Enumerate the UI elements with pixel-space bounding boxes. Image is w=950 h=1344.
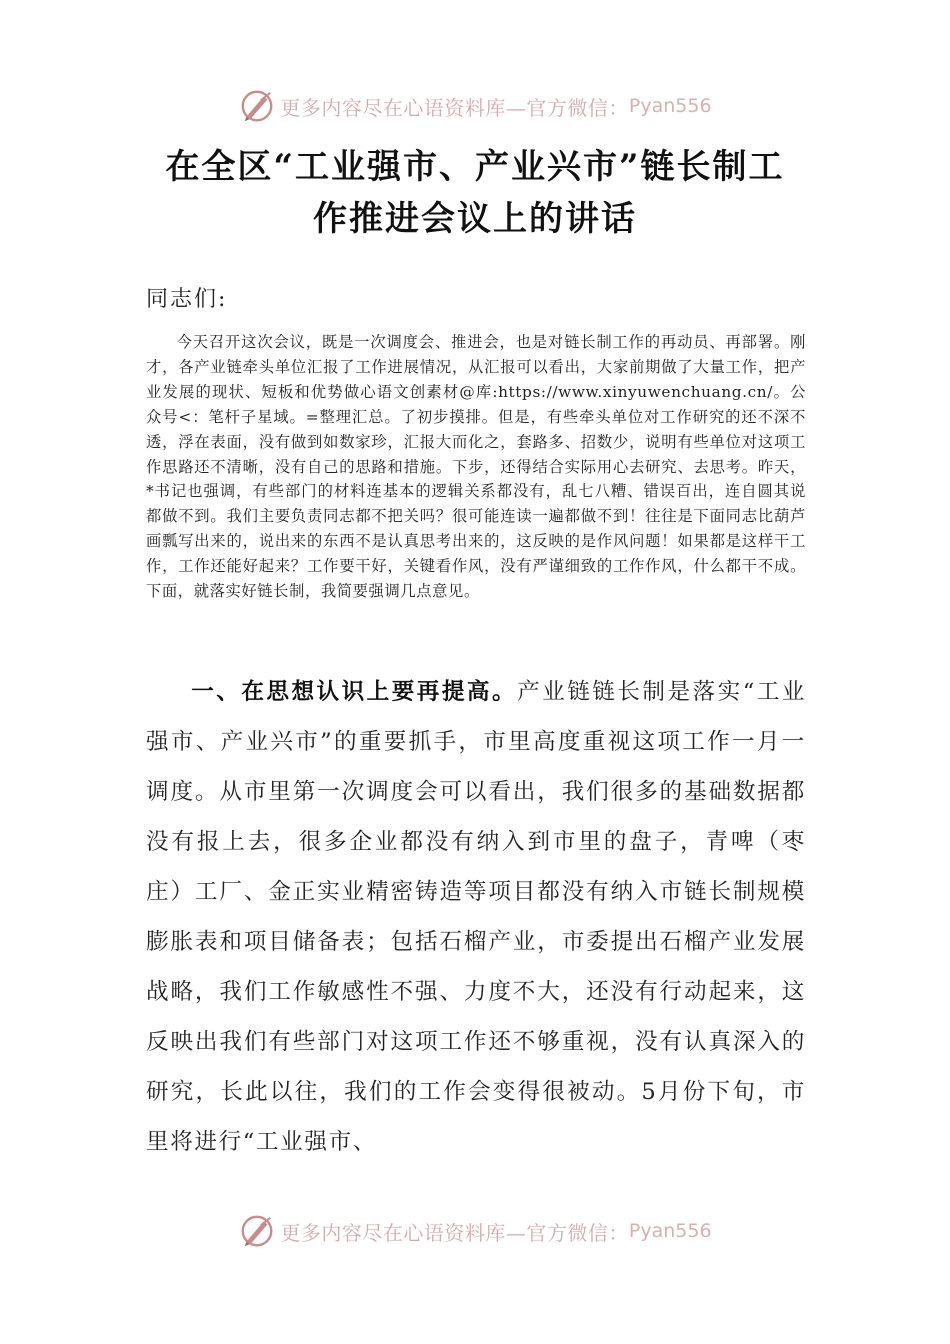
banner-text: 更多内容尽在心语资料库—官方微信： (280, 95, 629, 120)
banner-wechat-id: Pyan556 (628, 1220, 712, 1242)
banner-wechat-id: Pyan556 (628, 95, 712, 117)
footer-banner (0, 1209, 950, 1253)
section-1-paragraph (146, 667, 806, 1167)
pen-logo-icon (238, 1212, 276, 1250)
title-line-2: 作推进会议上的讲话 (313, 199, 637, 239)
intro-paragraph: 今天召开这次会议，既是一次调度会、推进会，也是对链长制工作的再动员、再部署。刚才，各产业链牵头单位汇报了工作进展情况，从汇报可以看出，大家前期做了大量工作，把产业发展的现状、短板和优势做心语文创素材@库:https://www.xinyuwenchuang.cn/。公众号<：笔杆子星域。=整理汇总。了初步摸排。但是，有些牵头单位对工作研究的还不深不透，浮在表面，没有做到如数家珍，汇报大而化之，套路多、招数少，说明有些单位对这项工作思路还不清晰，没有自己的思路和措施。下步，还得结合实际用心去研究、去思考。昨天，*书记也强调，有些部门的材料连基本的逻辑关系都没有，乱七八糟、错误百出，连自圆其说都做不到。我们主要负责同志都不把关吗？很可能连读一遍都做不到！往往是下面同志比葫芦画瓢写出来的，说出来的东西不是认真思考出来的，这反映的是作风问题！如果都是这样干工作，工作还能好起来？工作要干好，关键看作风，没有严谨细致的工作作风，什么都干不成。下面，就落实好链长制，我简要强调几点意见。 (146, 333, 806, 601)
header-banner (0, 84, 950, 128)
pen-logo-icon (238, 87, 276, 125)
page-title (120, 141, 830, 245)
greeting: 同志们: (146, 287, 228, 312)
banner-text: 更多内容尽在心语资料库—官方微信： (280, 1220, 629, 1245)
title-line-1: 在全区“工业强市、产业兴市”链长制工 (165, 147, 785, 187)
section-1-heading: 一、在思想认识上要再提高。 (191, 679, 518, 705)
section-1-body: 产业链链长制是落实“工业强市、产业兴市”的重要抓手，市里高度重视这项工作一月一调度。从市里第一次调度会可以看出，我们很多的基础数据都没有报上去，很多企业都没有纳入到市里的盘子，青啤（枣庄）工厂、金正实业精密铸造等项目都没有纳入市链长制规模膨胀表和项目储备表；包括石榴产业，市委提出石榴产业发展战略，我们工作敏感性不强、力度不大，还没有行动起来，这反映出我们有些部门对这项工作还不够重视，没有认真深入的研究，长此以往，我们的工作会变得很被动。5月份下旬，市里将进行“工业强市、 (146, 679, 806, 1155)
